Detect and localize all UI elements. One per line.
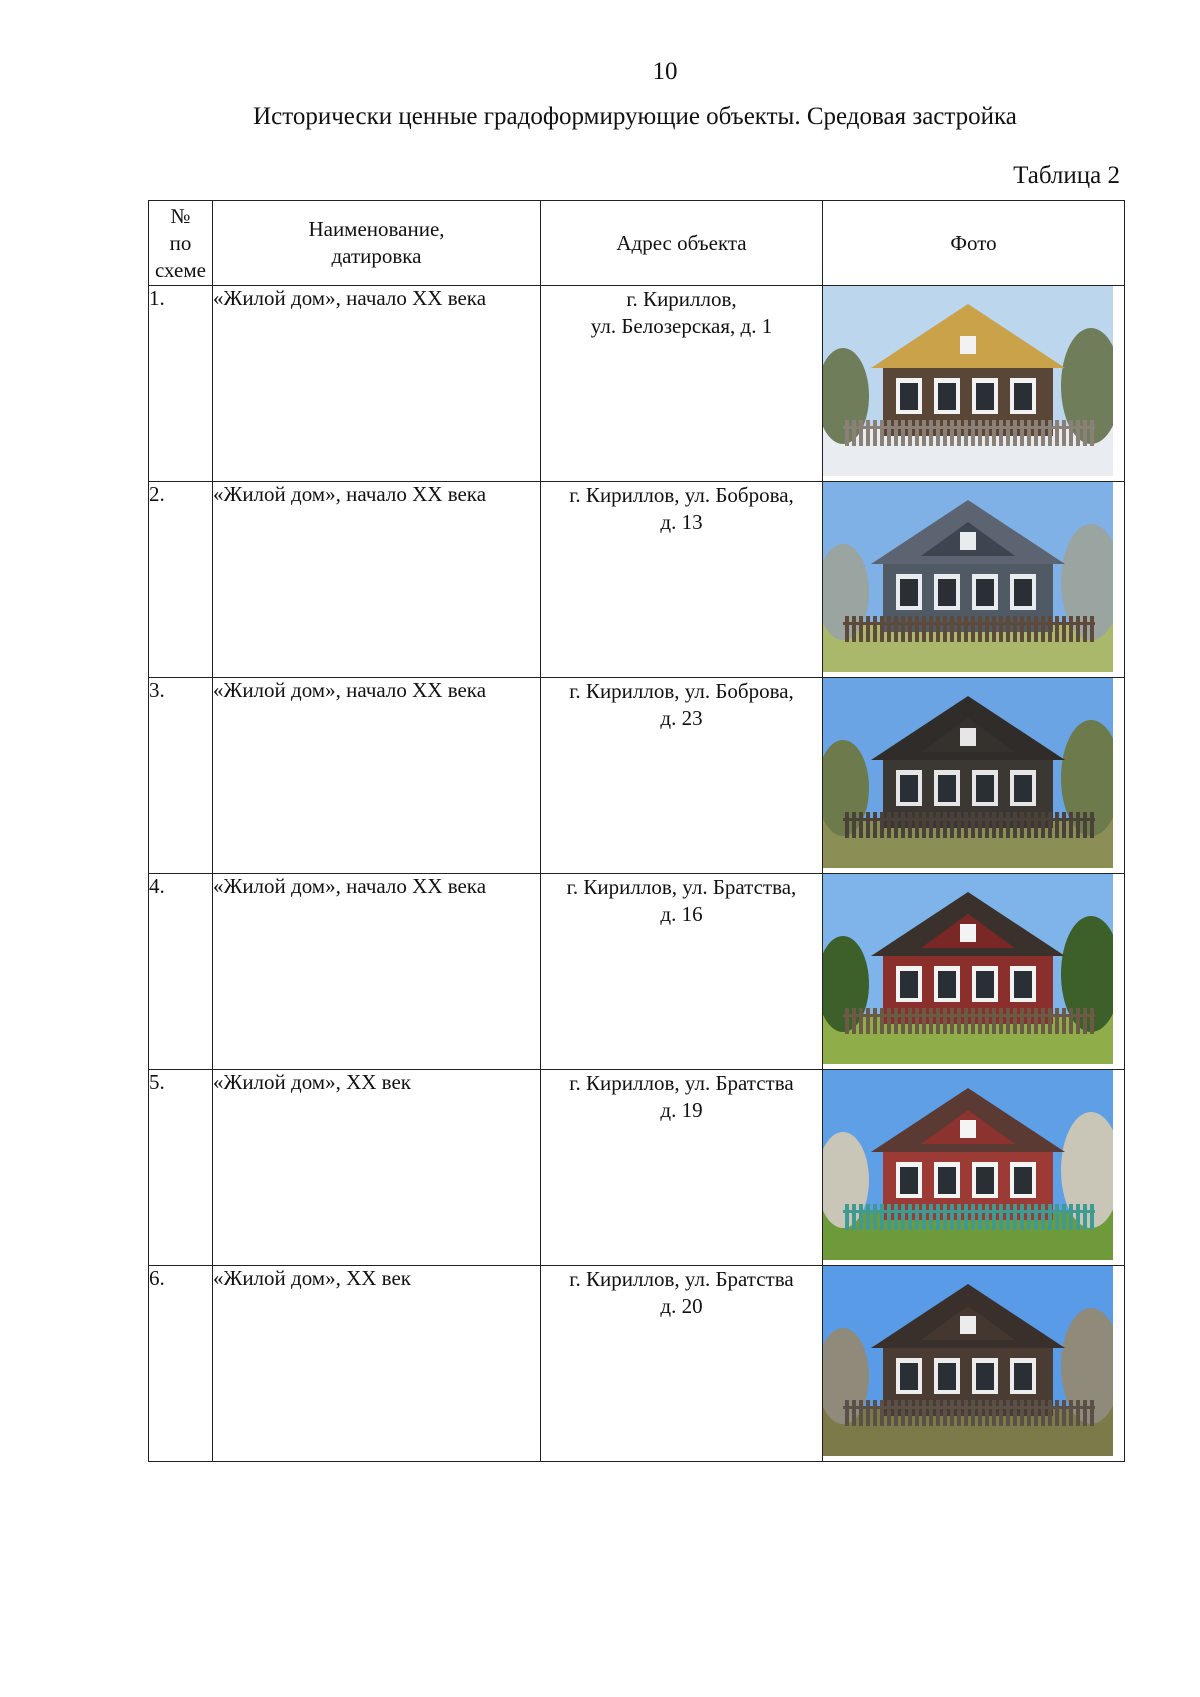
table-row [149,1070,1125,1266]
row-photo [823,874,1125,1070]
header-address: Адрес объекта [541,201,823,286]
house-photo [823,482,1113,672]
table-header-row [149,201,1125,286]
address-line1: г. Кириллов, ул. Боброва, [569,483,794,507]
row-photo [823,1266,1125,1462]
row-number: 4. [149,874,213,1070]
address-line1: г. Кириллов, [626,287,737,311]
photo-frame [823,1070,1113,1260]
page-title: Исторически ценные градоформирующие объекты. Средовая застройка [253,103,1017,130]
photo-frame [823,482,1113,672]
photo-frame [823,286,1113,476]
row-number: 2. [149,482,213,678]
row-address [541,1266,823,1462]
photo-frame [823,874,1113,1064]
table-row [149,1266,1125,1462]
address-line1: г. Кириллов, ул. Братства [569,1071,794,1095]
address-line1: г. Кириллов, ул. Братства [569,1267,794,1291]
row-address [541,678,823,874]
address-line1: г. Кириллов, ул. Боброва, [569,679,794,703]
header-name-line1: Наименование, [308,217,445,241]
address-line2: д. 23 [660,706,703,730]
address-line2: д. 13 [660,510,703,534]
row-number: 1. [149,286,213,482]
row-photo [823,286,1125,482]
header-number-line1: № [170,203,191,228]
photo-frame [823,678,1113,868]
address-line2: ул. Белозерская, д. 1 [590,314,773,338]
row-name: «Жилой дом», начало XX века [213,874,541,1070]
row-photo [823,1070,1125,1266]
row-number: 5. [149,1070,213,1266]
row-name: «Жилой дом», начало XX века [213,286,541,482]
row-photo [823,678,1125,874]
table-row [149,678,1125,874]
row-address [541,482,823,678]
house-photo [823,286,1113,476]
header-photo: Фото [823,201,1125,286]
row-name: «Жилой дом», XX век [213,1266,541,1462]
table-row [149,482,1125,678]
row-number: 3. [149,678,213,874]
header-name-line2: датировка [331,244,422,268]
table-row [149,874,1125,1070]
house-photo [823,874,1113,1064]
address-line2: д. 19 [660,1098,703,1122]
house-photo [823,1070,1113,1260]
row-address [541,874,823,1070]
row-address [541,1070,823,1266]
table-caption: Таблица 2 [1013,162,1120,189]
header-number [149,201,213,286]
address-line2: д. 20 [660,1294,703,1318]
row-name: «Жилой дом», начало XX века [213,482,541,678]
heritage-objects-table [148,200,1125,1462]
address-line1: г. Кириллов, ул. Братства, [566,875,797,899]
row-number: 6. [149,1266,213,1462]
row-address [541,286,823,482]
row-photo [823,482,1125,678]
table-row [149,286,1125,482]
header-name [213,201,541,286]
page-number: 10 [652,58,678,85]
header-number-line2: по [169,230,192,255]
row-name: «Жилой дом», начало XX века [213,678,541,874]
header-number-line3: схеме [155,257,206,282]
address-line2: д. 16 [660,902,703,926]
house-photo [823,1266,1113,1456]
photo-frame [823,1266,1113,1456]
row-name: «Жилой дом», XX век [213,1070,541,1266]
house-photo [823,678,1113,868]
